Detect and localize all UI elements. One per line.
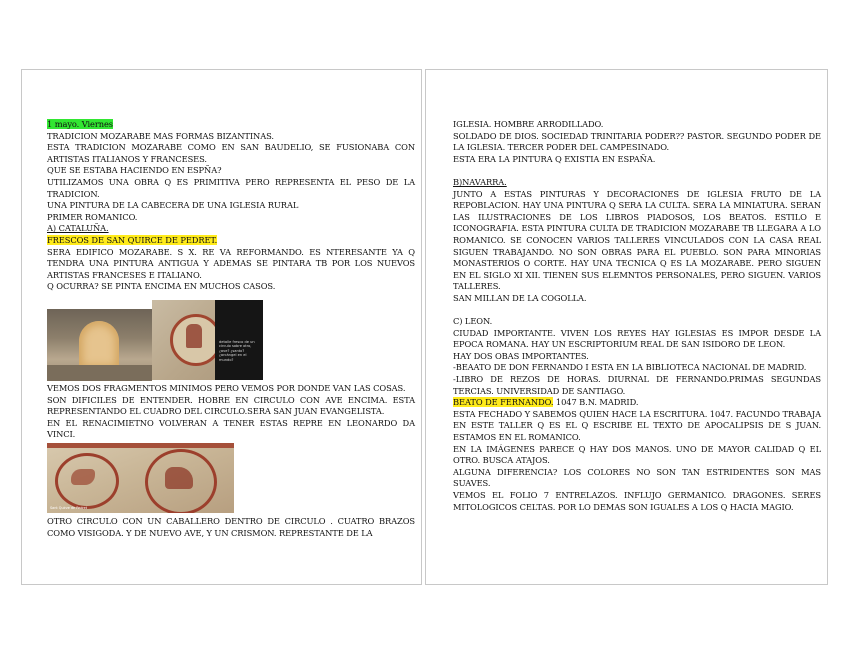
paragraph: SON DIFICILES DE ENTENDER. HOBRE EN CIRCULO CON AVE ENCIMA. ESTA REPRESENTANDO EL CUADRO DEL CIRCULO.SERA SAN JUAN EVANGELISTA. [47, 394, 415, 417]
section-heading-leon: C) LEON. [453, 316, 493, 327]
section-heading-navarra: B)NAVARRA. [453, 176, 507, 187]
fresco-photo-apse [47, 309, 152, 381]
right-text-block [453, 119, 821, 513]
paragraph: HAY DOS OBAS IMPORTANTES. [453, 350, 589, 361]
paragraph: UNA PINTURA DE LA CABECERA DE UNA IGLESIA RURAL [47, 200, 299, 211]
fresco-band [47, 443, 234, 448]
arch-shape [79, 321, 119, 369]
paragraph: UTILIZAMOS UNA OBRA Q ES PRIMITIVA PERO REPRESENTA EL PESO DE LA TRADICION. [47, 176, 415, 199]
left-text-block-3 [47, 516, 415, 539]
paragraph: TRADICION MOZARABE MAS FORMAS BIZANTINAS. [47, 130, 274, 141]
paragraph: SAN MILLAN DE LA COGOLLA. [453, 292, 587, 303]
paragraph: ESTA TRADICION MOZARABE COMO EN SAN BAUDELIO, SE FUSIONABA CON ARTISTAS ITALIANOS Y FRANCESES. [47, 142, 415, 164]
fresco-rider [165, 467, 193, 489]
fresco-bird [71, 469, 95, 485]
fresco-photo-circle [152, 300, 263, 380]
paragraph: IGLESIA. HOMBRE ARRODILLADO. [453, 119, 604, 129]
paragraph: JUNTO A ESTAS PINTURAS Y DECORACIONES DE IGLESIA FRUTO DE LA REPOBLACION. HAY UNA PINTURA Q SERA LA CULTA. SERA LA MINIATURA. SERAN LAS ILUSTRACIONES DE LOS LIBROS PIADOSOS, LOS BEATOS. ESTILO E ICONOGRAFIA. ESTA PINTURA CULTA DE TRADICION MOZARABE TB LLEGARA A LO ROMANICO. SE CONOCEN VARIOS TALLERES VINCULADOS CON LA CASA REAL SIGUEN TRABAJANDO. NO SON OBRAS PARA EL PUEBLO. SON PARA MINORIAS MONASTERIOS O CORTE. HAY UNA TECNICA Q ES LA MOZARABE. PERO SIGUEN EN EL SIGLO XI XII. TIENEN SUS ELEMNTOS PERSONALES, PERO SIGUEN. VARIOS TALLERES. [453, 188, 821, 292]
image-caption: Sant Quirze de Pedret [50, 506, 88, 510]
paragraph: ALGUNA DIFERENCIA? LOS COLORES NO SON TAN ESTRIDENTES SON MAS SUAVES. [453, 466, 821, 489]
paragraph: EN EL RENACIMIETNO VOLVERAN A TENER ESTAS REPRE EN LEONARDO DA VINCI. [47, 417, 415, 440]
fresco-figure [186, 324, 202, 348]
paragraph: CIUDAD IMPORTANTE. VIVEN LOS REYES HAY IGLESIAS ES IMPOR DESDE LA EPOCA ROMANA. HAY UN ESCRIPTORIUM REAL DE SAN ISIDORO DE LEON. [453, 327, 821, 350]
document-page-right [425, 69, 828, 585]
paragraph: EN LA IMÁGENES PARECE Q HAY DOS MANOS. UNO DE MAYOR CALIDAD Q EL OTRO. BUSCA ATAJOS. [453, 443, 821, 466]
paragraph: PRIMER ROMANICO. [47, 211, 138, 222]
paragraph: QUE SE ESTABA HACIENDO EN ESPÑA? [47, 165, 222, 176]
section-heading-cataluna: A) CATALUÑA. [47, 223, 109, 234]
paragraph: -BEAATO DE DON FERNANDO I ESTA EN LA BIBLIOTECA NACIONAL DE MADRID. [453, 362, 807, 373]
paragraph: SERA EDIFICO MOZARABE. S X. RE VA REFORMANDO. ES NTERESANTE YA Q TENDRA UNA PINTURA ANTIGUA Y ADEMAS SE PINTARA TB POR LOS NUEVOS ARTISTAS FRANCESES E ITALIANO. [47, 246, 415, 280]
paragraph: ESTA FECHADO Y SABEMOS QUIEN HACE LA ESCRITURA. 1047. FACUNDO TRABAJA EN ESTE TALLER Q ES EL Q ESCRIBE EL TEXTO DE APOCALIPSIS DE S JUAN. ESTAMOS EN EL ROMANICO. [453, 408, 821, 443]
left-text-block-2 [47, 383, 415, 441]
paragraph: Q OCURRA? SE PINTA ENCIMA EN MUCHOS CASOS. [47, 281, 276, 292]
paragraph: SOLDADO DE DIOS. SOCIEDAD TRINITARIA PODER?? PASTOR. SEGUNDO PODER DE LA IGLESIA. TERCER PODER DEL CAMPESINADO. [453, 130, 821, 153]
left-text-block-1 [47, 119, 415, 293]
fresco-photo-rider [47, 443, 234, 513]
image-caption: detalle fresco de un circulo sobre otro, ¿ave? ¿santo? ¿arcángel en el mundo? [219, 340, 255, 362]
document-page-left [21, 69, 422, 585]
beato-heading-rest: 1047 B.N. MADRID. [553, 397, 639, 408]
beato-heading: BEATO DE FERNANDO. [453, 397, 554, 408]
paragraph: -LIBRO DE REZOS DE HORAS. DIURNAL DE FERNANDO.PRIMAS SEGUNDAS TERCIAS. UNIVERSIDAD DE SANTIAGO. [453, 374, 821, 396]
frescos-heading: FRESCOS DE SAN QUIRCE DE PEDRET. [47, 234, 218, 245]
paragraph: ESTA ERA LA PINTURA Q EXISTIA EN ESPAÑA. [453, 153, 656, 164]
paragraph: OTRO CIRCULO CON UN CABALLERO DENTRO DE CIRCULO . CUATRO BRAZOS COMO VISIGODA. Y DE NUEVO AVE, Y UN CRISMON. REPRESTANTE DE LA [47, 516, 415, 538]
date-heading: 1 mayo. Viernes [47, 119, 113, 129]
floor-shape [47, 365, 152, 381]
paragraph: VEMOS DOS FRAGMENTOS MINIMOS PERO VEMOS POR DONDE VAN LAS COSAS. [47, 383, 406, 393]
paragraph: VEMOS EL FOLIO 7 ENTRELAZOS. INFLUJO GERMANICO. DRAGONES. SERES MITOLOGICOS CELTAS. POR LO DEMAS SON IGUALES A LOS Q HACIA MAGIO. [453, 490, 821, 512]
